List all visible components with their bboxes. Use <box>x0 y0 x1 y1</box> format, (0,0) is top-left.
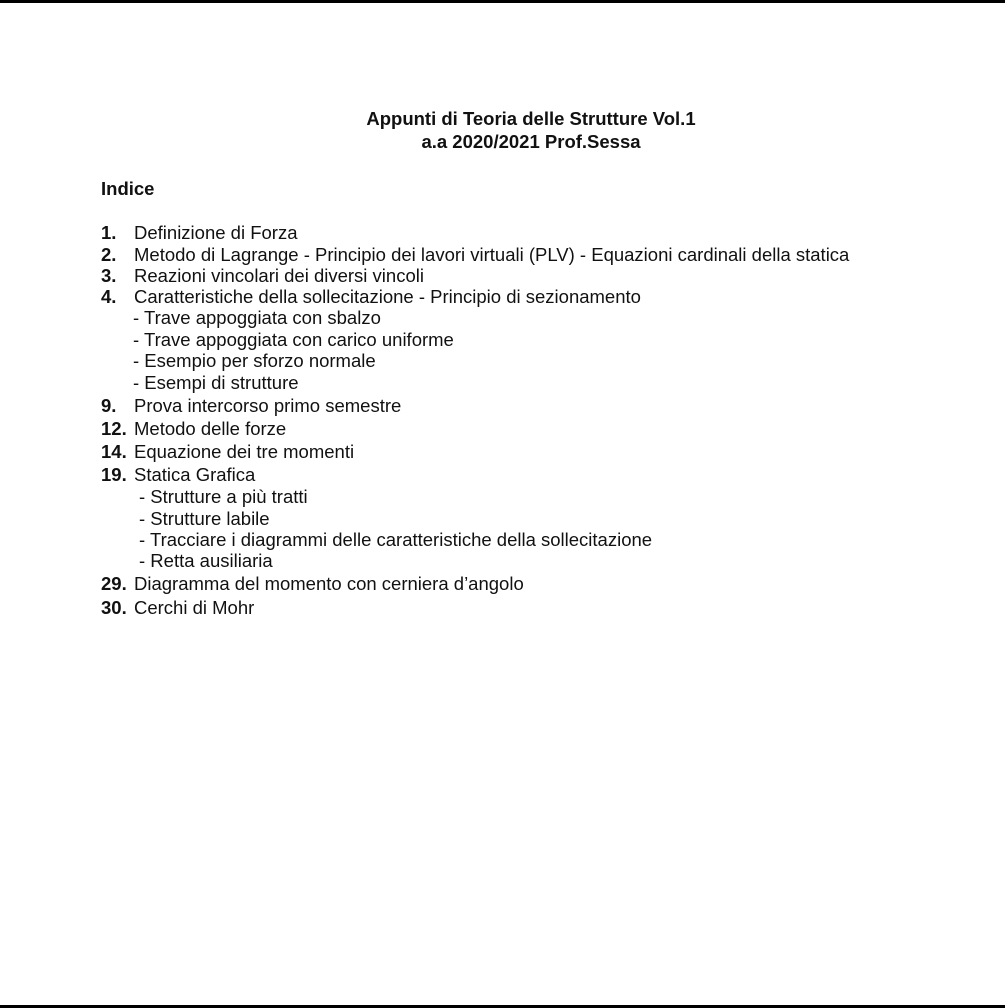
toc-entry-number: 1. <box>101 222 117 243</box>
toc-entry <box>101 395 401 417</box>
toc-subentry: - Strutture a più tratti <box>139 486 308 507</box>
toc-entry <box>101 418 286 440</box>
toc-subentry: - Retta ausiliaria <box>139 550 273 571</box>
document-subtitle: a.a 2020/2021 Prof.Sessa <box>421 131 641 152</box>
toc-entry-text: Diagramma del momento con cerniera d’angolo <box>134 573 524 594</box>
toc-entry-number: 29. <box>101 573 127 594</box>
toc-entry-number: 19. <box>101 464 127 485</box>
toc-entry-text: Equazione dei tre momenti <box>134 441 355 462</box>
toc-entry <box>101 597 254 619</box>
toc-subentry: - Strutture labile <box>139 508 270 529</box>
toc-entry-text: Metodo di Lagrange - Principio dei lavori virtuali (PLV) - Equazioni cardinali della statica <box>134 244 850 265</box>
toc-entry-number: 4. <box>101 286 117 307</box>
toc-entry-text: Metodo delle forze <box>134 418 287 439</box>
toc-subentry: - Trave appoggiata con carico uniforme <box>133 329 454 350</box>
toc-entry <box>101 573 524 595</box>
toc-entry <box>101 265 424 287</box>
toc-entry-text: Prova intercorso primo semestre <box>134 395 402 416</box>
toc-entry <box>101 244 849 266</box>
toc-entry-text: Reazioni vincolari dei diversi vincoli <box>134 265 424 286</box>
toc-entry-number: 9. <box>101 395 117 416</box>
index-heading: Indice <box>101 178 155 199</box>
toc-entry-text: Statica Grafica <box>134 464 256 485</box>
toc-entry <box>101 286 641 308</box>
toc-subentry: - Esempio per sforzo normale <box>133 350 376 371</box>
toc-entry-number: 2. <box>101 244 117 265</box>
toc-entry-number: 14. <box>101 441 127 462</box>
toc-entry-number: 30. <box>101 597 127 618</box>
toc-entry-text: Cerchi di Mohr <box>134 597 255 618</box>
toc-entry-text: Definizione di Forza <box>134 222 298 243</box>
toc-entry-number: 3. <box>101 265 117 286</box>
toc-entry <box>101 464 255 486</box>
toc-entry <box>101 222 298 244</box>
toc-subentry: - Esempi di strutture <box>133 372 299 393</box>
toc-subentry: - Tracciare i diagrammi delle caratteristiche della sollecitazione <box>139 529 653 550</box>
document-title: Appunti di Teoria delle Strutture Vol.1 <box>366 108 696 129</box>
toc-entry <box>101 441 354 463</box>
toc-entry-number: 12. <box>101 418 127 439</box>
toc-entry-text: Caratteristiche della sollecitazione - Principio di sezionamento <box>134 286 641 307</box>
toc-subentry: - Trave appoggiata con sbalzo <box>133 307 381 328</box>
